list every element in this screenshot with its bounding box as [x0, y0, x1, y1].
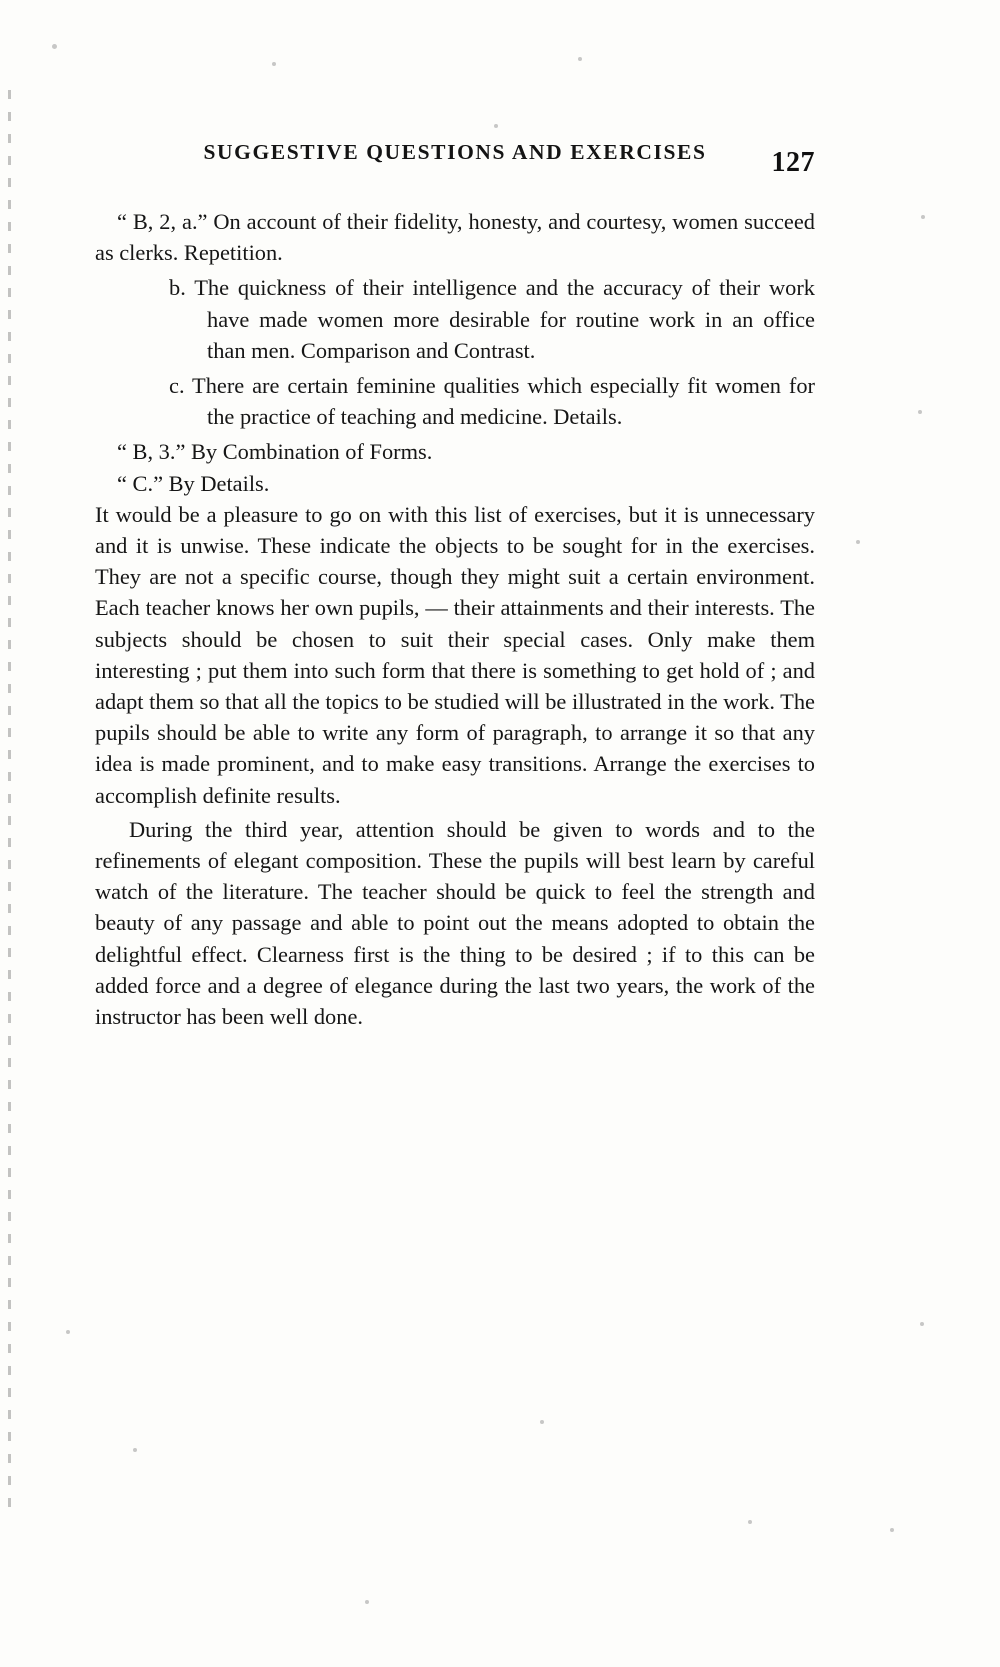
- page-header: [95, 140, 815, 180]
- outline-item-c: “ C.” By Details.: [117, 470, 270, 496]
- scan-speck: [365, 1600, 369, 1604]
- outline-item-b2b-label: b.: [169, 275, 186, 301]
- scan-speck: [921, 215, 925, 219]
- outline-item-b2b-text: The quickness of their intelligence and the accuracy of their work have made women more desirable for routine work in an office than men. Comparison and Contrast.: [194, 275, 815, 363]
- scan-speck: [52, 44, 57, 49]
- outline-item-b2a: “ B, 2, a.” On account of their fidelity, honesty, and courtesy, women succeed as clerks. Repetition.: [95, 209, 815, 266]
- body-paragraph-1: It would be a pleasure to go on with this list of exercises, but it is unnecessary and it is unwise. These indicate the objects to be sought for in the exercises. They are not a specific course, though they might suit a certain environment. Each teacher knows her own pupils, — their attainments and their interests. The subjects should be chosen to suit their special cases. Only make them interesting ; put them into such form that there is something to get hold of ; and adapt them so that all the topics to be studied will be illustrated in the work. The pupils should be able to write any form of paragraph, to arrange it so that any idea is made prominent, and to make easy transitions. Arrange the exercises to accomplish definite results.: [95, 501, 815, 808]
- outline-item-b2c: [169, 370, 815, 432]
- running-head: SUGGESTIVE QUESTIONS AND EXERCISES: [203, 140, 707, 164]
- outline-item-b3: “ B, 3.” By Combination of Forms.: [117, 439, 433, 465]
- scan-speck: [918, 410, 922, 414]
- body-paragraph-2: During the third year, attention should be given to words and to the refinements of elegant composition. These the pupils will best learn by careful watch of the literature. The teacher should be quick to feel the strength and beauty of any passage and able to point out the means adopted to obtain the delightful effect. Clearness first is the thing to be desired ; if to this can be added force and a degree of elegance during the last two years, the work of the instructor has been well done.: [95, 816, 815, 1030]
- outline-item-b2c-text: There are certain feminine qualities which especially fit women for the practice of teaching and medicine. Details.: [192, 373, 815, 430]
- scan-speck: [494, 124, 498, 128]
- page-number: 127: [771, 147, 815, 178]
- scan-speck: [578, 57, 582, 61]
- scan-speck: [133, 1448, 137, 1452]
- page-content: [95, 140, 815, 1032]
- scan-edge-artifact: [8, 90, 11, 1520]
- scan-speck: [920, 1322, 924, 1326]
- scan-speck: [890, 1528, 894, 1532]
- scan-speck: [856, 540, 860, 544]
- scan-speck: [272, 62, 276, 66]
- scan-speck: [748, 1520, 752, 1524]
- scan-speck: [66, 1330, 70, 1334]
- scan-speck: [540, 1420, 544, 1424]
- outline-item-b2c-label: c.: [169, 373, 185, 399]
- outline-item-b2b: [169, 272, 815, 366]
